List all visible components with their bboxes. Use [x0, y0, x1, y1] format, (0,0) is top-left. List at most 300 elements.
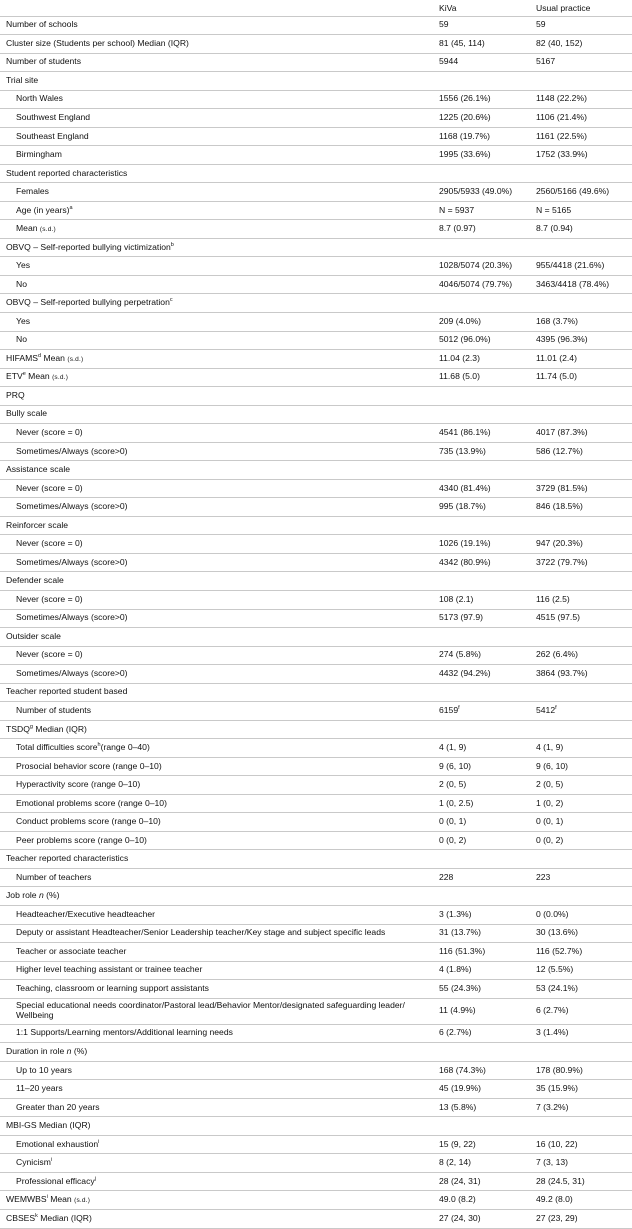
usual-practice-cell [535, 350, 632, 369]
kiva-cell [438, 516, 535, 535]
row-label-cell [0, 1209, 438, 1228]
table-row [0, 387, 632, 406]
row-label-cell [0, 702, 438, 721]
usual-practice-value: 53 (24.1%) [536, 982, 579, 993]
kiva-cell [438, 479, 535, 498]
kiva-cell [438, 183, 535, 202]
usual-practice-cell [535, 72, 632, 91]
usual-practice-cell [535, 368, 632, 387]
row-label: PRQ [6, 389, 25, 400]
kiva-value: 4541 (86.1%) [439, 427, 491, 438]
usual-practice-cell [535, 646, 632, 665]
kiva-cell [438, 53, 535, 72]
usual-practice-cell [535, 516, 632, 535]
kiva-value: 4342 (80.9%) [439, 556, 491, 567]
row-label: Professional efficacy [16, 1175, 95, 1186]
usual-practice-cell [535, 683, 632, 702]
footnote-marker: c [169, 297, 173, 304]
kiva-cell [438, 220, 535, 239]
usual-practice-value: 262 (6.4%) [536, 649, 579, 660]
usual-practice-cell [535, 405, 632, 424]
row-label-cell [0, 646, 438, 665]
kiva-cell [438, 201, 535, 220]
table-row [0, 424, 632, 443]
usual-practice-cell [535, 628, 632, 647]
table-row [0, 1135, 632, 1154]
table-row [0, 461, 632, 480]
kiva-cell [438, 906, 535, 925]
row-label-cell [0, 590, 438, 609]
row-label-cell [0, 1154, 438, 1173]
kiva-value: 13 (5.8%) [439, 1101, 477, 1112]
usual-practice-cell [535, 1209, 632, 1228]
kiva-value: 11.68 (5.0) [439, 371, 480, 382]
usual-practice-cell [535, 980, 632, 999]
row-label-cell [0, 609, 438, 628]
header-usual-practice: Usual practice [535, 0, 632, 16]
table-row [0, 1024, 632, 1043]
table-row [0, 868, 632, 887]
kiva-cell [438, 628, 535, 647]
row-label: Total difficulties score [16, 742, 98, 753]
usual-practice-value: 955/4418 (21.6%) [536, 260, 605, 271]
row-label-cell [0, 720, 438, 739]
row-label-cell [0, 90, 438, 109]
row-label: Sometimes/Always (score>0) [16, 556, 128, 567]
kiva-value: 4046/5074 (79.7%) [439, 278, 513, 289]
usual-practice-cell [535, 127, 632, 146]
kiva-value: 45 (19.9%) [439, 1083, 482, 1094]
usual-practice-value: 586 (12.7%) [536, 445, 583, 456]
usual-practice-cell [535, 183, 632, 202]
row-label: Up to 10 years [16, 1064, 72, 1075]
table-row [0, 535, 632, 554]
table-row [0, 35, 632, 54]
kiva-cell [438, 461, 535, 480]
table-row [0, 998, 632, 1024]
usual-practice-value: 2560/5166 (49.6%) [536, 186, 610, 197]
usual-practice-cell [535, 16, 632, 35]
kiva-cell [438, 924, 535, 943]
usual-practice-cell [535, 1080, 632, 1099]
table-row [0, 757, 632, 776]
kiva-value: 4 (1, 9) [439, 742, 467, 753]
row-label: Number of schools [6, 19, 78, 30]
usual-practice-value: 3864 (93.7%) [536, 667, 588, 678]
table-body [0, 16, 632, 1228]
kiva-cell [438, 1061, 535, 1080]
row-label: Sometimes/Always (score>0) [16, 445, 128, 456]
usual-practice-cell [535, 35, 632, 54]
usual-practice-value: 12 (5.5%) [536, 964, 574, 975]
row-label-cell [0, 757, 438, 776]
kiva-value: 1225 (20.6%) [439, 111, 491, 122]
row-label: Mean [16, 223, 38, 234]
row-label-cell [0, 1024, 438, 1043]
usual-practice-cell [535, 998, 632, 1024]
kiva-cell [438, 405, 535, 424]
row-label: Yes [16, 260, 31, 271]
table-row [0, 720, 632, 739]
kiva-cell [438, 257, 535, 276]
row-label: 1:1 Supports/Learning mentors/Additional learning needs [16, 1027, 233, 1038]
table-row [0, 590, 632, 609]
kiva-cell [438, 702, 535, 721]
row-label: Cynicism [16, 1157, 51, 1168]
usual-practice-value: 3463/4418 (78.4%) [536, 278, 610, 289]
row-label: Reinforcer scale [6, 519, 69, 530]
usual-practice-cell [535, 609, 632, 628]
usual-practice-cell [535, 739, 632, 758]
table-row [0, 850, 632, 869]
kiva-cell [438, 331, 535, 350]
table-row [0, 220, 632, 239]
row-label-italic: n [38, 890, 44, 901]
row-label-cell [0, 424, 438, 443]
table-row [0, 813, 632, 832]
row-label-cell [0, 442, 438, 461]
usual-practice-cell [535, 906, 632, 925]
row-label-cell [0, 739, 438, 758]
row-label-cell [0, 331, 438, 350]
table-row [0, 16, 632, 35]
usual-practice-value: 116 (52.7%) [536, 945, 583, 956]
usual-practice-cell [535, 1172, 632, 1191]
usual-practice-value: 1106 (21.4%) [536, 111, 587, 122]
kiva-cell [438, 831, 535, 850]
table-row [0, 53, 632, 72]
usual-practice-cell [535, 257, 632, 276]
kiva-cell [438, 1209, 535, 1228]
row-label-cell [0, 943, 438, 962]
row-label-cell [0, 146, 438, 165]
table-row [0, 831, 632, 850]
usual-practice-cell [535, 943, 632, 962]
row-label-cell [0, 387, 438, 406]
row-label: Trial site [6, 74, 39, 85]
kiva-cell [438, 146, 535, 165]
usual-practice-value: 1752 (33.9%) [536, 149, 588, 160]
row-label-cell [0, 294, 438, 313]
row-label: Never (score = 0) [16, 649, 83, 660]
usual-practice-cell [535, 313, 632, 332]
usual-practice-cell [535, 146, 632, 165]
row-label-cell [0, 665, 438, 684]
kiva-cell [438, 535, 535, 554]
usual-practice-cell [535, 461, 632, 480]
table-row [0, 1098, 632, 1117]
usual-practice-cell [535, 331, 632, 350]
row-label: Teaching, classroom or learning support assistants [16, 982, 209, 993]
kiva-cell [438, 887, 535, 906]
row-label-cell [0, 35, 438, 54]
row-label: North Wales [16, 93, 63, 104]
usual-practice-cell [535, 813, 632, 832]
kiva-cell [438, 127, 535, 146]
usual-practice-cell [535, 776, 632, 795]
kiva-cell [438, 238, 535, 257]
row-label-cell [0, 127, 438, 146]
table-row [0, 609, 632, 628]
usual-practice-value: 1148 (22.2%) [536, 93, 587, 104]
row-label-cell [0, 535, 438, 554]
footnote-marker: i [98, 1138, 100, 1145]
kiva-cell [438, 961, 535, 980]
row-label: Defender scale [6, 575, 64, 586]
row-label-suffix: (range 0–40) [100, 742, 150, 753]
usual-practice-value: 947 (20.3%) [536, 538, 583, 549]
kiva-value: 6159 [439, 704, 459, 715]
row-label: ETV [6, 371, 23, 382]
kiva-cell [438, 368, 535, 387]
table-row [0, 313, 632, 332]
kiva-cell [438, 813, 535, 832]
footnote-marker: e [22, 371, 26, 378]
row-label: Yes [16, 315, 31, 326]
table-row [0, 1043, 632, 1062]
footnote-marker: h [97, 742, 101, 749]
usual-practice-cell [535, 238, 632, 257]
row-label-cell [0, 813, 438, 832]
row-label-cell [0, 350, 438, 369]
table-row [0, 516, 632, 535]
kiva-cell [438, 1191, 535, 1210]
row-label-cell [0, 109, 438, 128]
table-row [0, 1080, 632, 1099]
kiva-value: 3 (1.3%) [439, 908, 472, 919]
usual-practice-value: 8.7 (0.94) [536, 223, 573, 234]
kiva-cell [438, 553, 535, 572]
kiva-cell [438, 980, 535, 999]
row-label-sd: (s.d.) [67, 355, 84, 363]
table-row [0, 498, 632, 517]
kiva-cell [438, 943, 535, 962]
kiva-cell [438, 387, 535, 406]
kiva-value: 274 (5.8%) [439, 649, 482, 660]
usual-practice-value: 7 (3.2%) [536, 1101, 569, 1112]
usual-practice-cell [535, 201, 632, 220]
usual-practice-value: 0 (0.0%) [536, 908, 569, 919]
kiva-value: 15 (9, 22) [439, 1138, 476, 1149]
row-label-cell [0, 1043, 438, 1062]
row-label-cell [0, 220, 438, 239]
kiva-cell [438, 1117, 535, 1136]
usual-practice-value: 3722 (79.7%) [536, 556, 588, 567]
usual-practice-cell [535, 1024, 632, 1043]
usual-practice-cell [535, 553, 632, 572]
usual-practice-value: 4 (1, 9) [536, 742, 564, 753]
row-label-suffix: Median (IQR) [37, 1212, 92, 1223]
row-label-cell [0, 924, 438, 943]
usual-practice-cell [535, 387, 632, 406]
table-row [0, 405, 632, 424]
usual-practice-cell [535, 961, 632, 980]
usual-practice-cell [535, 831, 632, 850]
row-label: No [16, 278, 27, 289]
kiva-value: 228 [439, 871, 454, 882]
row-label: No [16, 334, 27, 345]
kiva-cell [438, 16, 535, 35]
table-row [0, 350, 632, 369]
row-label: Number of teachers [16, 871, 92, 882]
usual-practice-cell [535, 1098, 632, 1117]
table-row [0, 331, 632, 350]
footnote-marker: b [170, 241, 174, 248]
row-label-suffix: (%) [43, 890, 60, 901]
row-label-cell [0, 868, 438, 887]
usual-practice-value: 3729 (81.5%) [536, 482, 588, 493]
usual-practice-value: 49.2 (8.0) [536, 1194, 573, 1205]
row-label: Deputy or assistant Headteacher/Senior Leadership teacher/Key stage and subject specific leads [16, 927, 386, 938]
table-row [0, 628, 632, 647]
table-row [0, 442, 632, 461]
usual-practice-value: 11.74 (5.0) [536, 371, 577, 382]
row-label-cell [0, 16, 438, 35]
row-label-cell [0, 1191, 438, 1210]
kiva-value: 55 (24.3%) [439, 982, 482, 993]
table-row [0, 646, 632, 665]
row-label: Age (in years) [16, 204, 70, 215]
row-label-cell [0, 1080, 438, 1099]
kiva-value: 1028/5074 (20.3%) [439, 260, 513, 271]
usual-practice-cell [535, 1135, 632, 1154]
row-label: TSDQ [6, 723, 30, 734]
row-label-cell [0, 980, 438, 999]
table-row [0, 479, 632, 498]
kiva-cell [438, 739, 535, 758]
row-label-cell [0, 683, 438, 702]
kiva-value: 2905/5933 (49.0%) [439, 186, 513, 197]
row-label: Teacher reported characteristics [6, 853, 129, 864]
usual-practice-cell [535, 1117, 632, 1136]
usual-practice-cell [535, 442, 632, 461]
kiva-value: N = 5937 [439, 204, 475, 215]
usual-practice-cell [535, 757, 632, 776]
row-label: WEMWBS [6, 1194, 47, 1205]
kiva-value: 5944 [439, 56, 459, 67]
row-label: Teacher reported student based [6, 686, 128, 697]
row-label-cell [0, 961, 438, 980]
usual-practice-value: 1 (0, 2) [536, 797, 564, 808]
row-label-sd: (s.d.) [52, 374, 69, 382]
footnote-marker: f [555, 705, 557, 712]
usual-practice-value: 35 (15.9%) [536, 1083, 579, 1094]
row-label-cell [0, 405, 438, 424]
row-label: 11–20 years [16, 1083, 63, 1094]
usual-practice-cell [535, 535, 632, 554]
row-label-cell [0, 794, 438, 813]
row-label: Never (score = 0) [16, 482, 83, 493]
row-label: Job role [6, 890, 37, 901]
row-label: Peer problems score (range 0–10) [16, 834, 147, 845]
row-label: Duration in role [6, 1046, 65, 1057]
kiva-value: 735 (13.9%) [439, 445, 486, 456]
table-row [0, 572, 632, 591]
kiva-cell [438, 794, 535, 813]
row-label: Student reported characteristics [6, 167, 128, 178]
kiva-value: 4432 (94.2%) [439, 667, 491, 678]
usual-practice-value: 178 (80.9%) [536, 1064, 583, 1075]
table-row [0, 238, 632, 257]
usual-practice-value: 2 (0, 5) [536, 779, 564, 790]
footnote-marker: g [29, 723, 33, 730]
table-row [0, 553, 632, 572]
kiva-value: 116 (51.3%) [439, 945, 486, 956]
row-label-cell [0, 831, 438, 850]
row-label-cell [0, 906, 438, 925]
row-label-suffix: Median (IQR) [32, 723, 87, 734]
row-label: CBSES [6, 1212, 36, 1223]
kiva-value: 209 (4.0%) [439, 315, 482, 326]
kiva-cell [438, 164, 535, 183]
row-label: OBVQ – Self-reported bullying perpetration [6, 297, 170, 308]
row-label: Special educational needs coordinator/Pastoral lead/Behavior Mentor/designated safeguarding leader/ Wellbeing [16, 1000, 405, 1021]
usual-practice-cell [535, 479, 632, 498]
row-label: Higher level teaching assistant or trainee teacher [16, 964, 203, 975]
footnote-marker: d [38, 353, 42, 360]
usual-practice-value: 30 (13.6%) [536, 927, 579, 938]
table-row [0, 887, 632, 906]
table-row [0, 1172, 632, 1191]
row-label: Never (score = 0) [16, 427, 83, 438]
usual-practice-value: N = 5165 [536, 204, 572, 215]
kiva-value: 5173 (97.9) [439, 612, 483, 623]
kiva-cell [438, 1154, 535, 1173]
table-header-row [0, 0, 632, 16]
usual-practice-value: 4017 (87.3%) [536, 427, 588, 438]
row-label: Hyperactivity score (range 0–10) [16, 779, 141, 790]
row-label-cell [0, 498, 438, 517]
kiva-cell [438, 590, 535, 609]
table-row [0, 109, 632, 128]
usual-practice-value: 116 (2.5) [536, 593, 570, 604]
table-row [0, 164, 632, 183]
row-label-suffix: (%) [71, 1046, 88, 1057]
kiva-cell [438, 35, 535, 54]
usual-practice-value: 9 (6, 10) [536, 760, 569, 771]
footnote-marker: f [458, 705, 460, 712]
usual-practice-cell [535, 164, 632, 183]
table-row [0, 368, 632, 387]
kiva-value: 2 (0, 5) [439, 779, 467, 790]
usual-practice-value: 223 [536, 871, 551, 882]
usual-practice-value: 82 (40, 152) [536, 37, 583, 48]
usual-practice-cell [535, 572, 632, 591]
kiva-cell [438, 1098, 535, 1117]
kiva-value: 1168 (19.7%) [439, 130, 490, 141]
table-row [0, 1154, 632, 1173]
row-label: Emotional exhaustion [16, 1138, 99, 1149]
row-label-cell [0, 1098, 438, 1117]
kiva-cell [438, 683, 535, 702]
kiva-value: 168 (74.3%) [439, 1064, 486, 1075]
table-row [0, 1117, 632, 1136]
row-label-cell [0, 1135, 438, 1154]
usual-practice-cell [535, 1191, 632, 1210]
row-label: Bully scale [6, 408, 48, 419]
usual-practice-value: 5412 [536, 704, 556, 715]
kiva-value: 11 (4.9%) [439, 1005, 476, 1016]
row-label: Teacher or associate teacher [16, 945, 127, 956]
kiva-value: 8.7 (0.97) [439, 223, 476, 234]
usual-practice-cell [535, 90, 632, 109]
row-label: Birmingham [16, 149, 62, 160]
row-label-cell [0, 238, 438, 257]
table-row [0, 924, 632, 943]
row-label: Outsider scale [6, 630, 61, 641]
usual-practice-value: 16 (10, 22) [536, 1138, 578, 1149]
footnote-marker: i [50, 1157, 53, 1164]
